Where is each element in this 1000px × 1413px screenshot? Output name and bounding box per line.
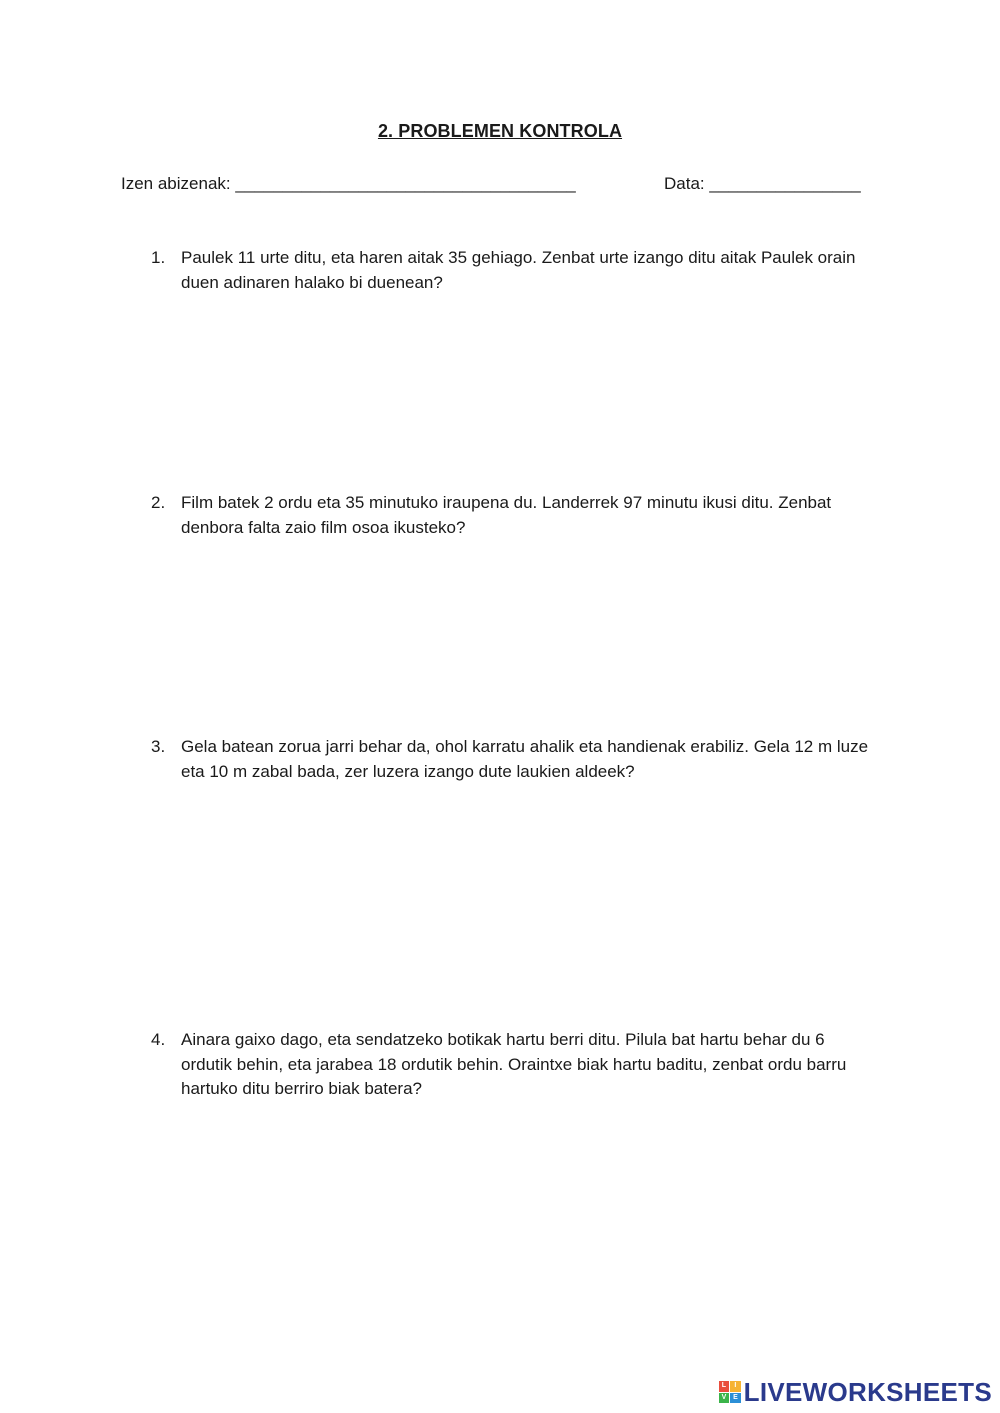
problem-item (151, 246, 876, 295)
problem-number: 3. (151, 737, 166, 756)
brand-name: LIVEWORKSHEETS (743, 1377, 992, 1407)
logo-letter: E (730, 1393, 741, 1404)
problem-text: Paulek 11 urte ditu, eta haren aitak 35 gehiago. Zenbat urte izango ditu aitak Paulek orain duen adinaren halako bi duenean? (181, 248, 856, 292)
problem-number: 2. (151, 493, 166, 512)
date-label: Data: (664, 174, 705, 193)
problem-item (151, 1028, 876, 1102)
logo-letter: V (719, 1393, 730, 1404)
liveworksheets-logo-icon (719, 1381, 741, 1403)
date-field[interactable] (664, 174, 861, 194)
problem-text: Gela batean zorua jarri behar da, ohol karratu ahalik eta handienak erabiliz. Gela 12 m luze eta 10 m zabal bada, zer luzera izango dute laukien aldeek? (181, 737, 869, 781)
problem-number: 4. (151, 1030, 166, 1049)
problem-item (151, 735, 876, 784)
problem-text: Film batek 2 ordu eta 35 minutuko iraupena du. Landerrek 97 minutu ikusi ditu. Zenbat denbora falta zaio film osoa ikusteko? (181, 493, 832, 537)
logo-letter: I (730, 1381, 741, 1392)
problem-text: Ainara gaixo dago, eta sendatzeko botikak hartu berri ditu. Pilula bat hartu behar du 6 ordutik behin, eta jarabea 18 ordutik behin. Oraintxe biak hartu baditu, zenbat ordu barru hartuko ditu berriro biak batera? (181, 1030, 847, 1098)
logo-letter: L (719, 1381, 730, 1392)
name-blank[interactable]: ____________________________________ (235, 174, 576, 193)
problem-number: 1. (151, 248, 166, 267)
liveworksheets-brand (719, 1377, 992, 1407)
name-label: Izen abizenak: (121, 174, 231, 193)
name-field[interactable] (121, 174, 576, 194)
date-blank[interactable]: ________________ (709, 174, 861, 193)
problem-item (151, 491, 876, 540)
page-title: 2. PROBLEMEN KONTROLA (377, 121, 623, 141)
